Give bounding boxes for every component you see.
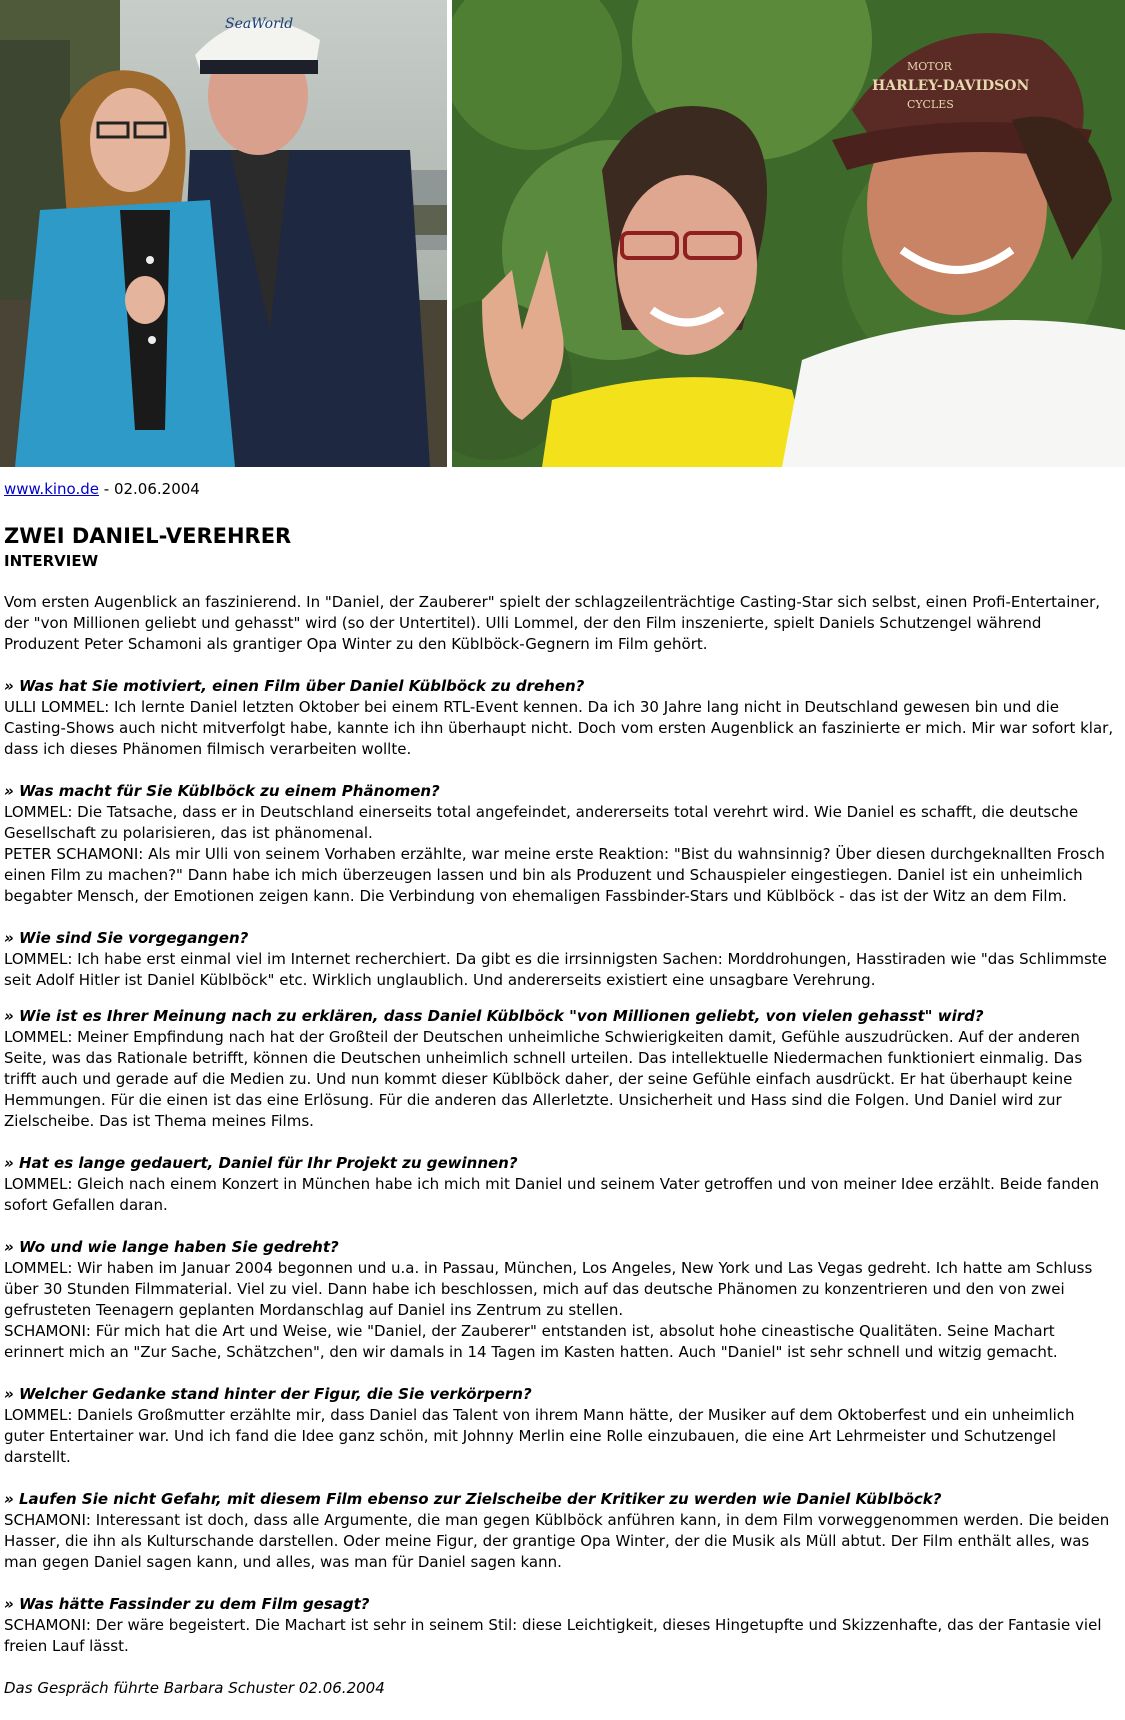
answer: LOMMEL: Meiner Empfindung nach hat der Großteil der Deutschen unheimliche Schwierigkeiten damit, Gefühle auszudrücken. Auf der anderen Seite, was das Rationale betrifft, können die Deutschen unheimlich schnell urteilen. Das intellektuelle Niedermachen funktioniert einmalig. Das trifft auch und gerade auf die Medien zu. Und nun kommt dieser Küblböck daher, der seine Gefühle einfach ausdrückt. Er hat überhaupt keine Hemmungen. Für die einen ist das eine Erlösung. Für die anderen das Allerletzte. Unsicherheit und Hass sind die Folgen. Und Daniel wird zur Zielscheibe. Das ist Thema meines Films. bbox=[4, 1028, 1083, 1130]
qa-block bbox=[4, 1489, 1116, 1573]
answer: LOMMEL: Gleich nach einem Konzert in München habe ich mich mit Daniel und seinem Vater getroffen und von meiner Idee erzählt. Beide fanden sofort Gefallen daran. bbox=[4, 1175, 1100, 1214]
qa-block bbox=[4, 781, 1116, 907]
question: » Was macht für Sie Küblböck zu einem Phänomen? bbox=[4, 782, 440, 800]
qa-block bbox=[4, 1153, 1116, 1216]
page-title: ZWEI DANIEL-VEREHRER bbox=[4, 524, 292, 548]
answer: SCHAMONI: Für mich hat die Art und Weise, wie "Daniel, der Zauberer" entstanden ist, absolut hohe cineastische Qualitäten. Seine Machart erinnert mich an "Zur Sache, Schätzchen", den wir damals in 14 Tagen im Kasten hatten. Auch "Daniel" ist sehr schnell und witzig gemacht. bbox=[4, 1322, 1058, 1361]
answer: LOMMEL: Die Tatsache, dass er in Deutschland einerseits total angefeindet, andererseits total verehrt wird. Wie Daniel es schafft, die deutsche Gesellschaft zu polarisieren, das ist phänomenal. bbox=[4, 803, 1079, 842]
answer: LOMMEL: Ich habe erst einmal viel im Internet recherchiert. Da gibt es die irrsinnigsten Sachen: Morddrohungen, Hasstiraden wie "das Schlimmste seit Adolf Hitler ist Daniel Küblböck" etc. Wirklich unglaublich. Und andererseits existiert eine unsagbare Verehrung. bbox=[4, 950, 1107, 989]
question: » Wo und wie lange haben Sie gedreht? bbox=[4, 1238, 339, 1256]
answer: SCHAMONI: Interessant ist doch, dass alle Argumente, die man gegen Küblböck anführen kann, in dem Film vorweggenommen werden. Die beiden Hasser, die ihn als Kulturschande darstellen. Oder meine Figur, der grantige Opa Winter, der die Musik als Müll abtut. Der Film enthält alles, was man gegen Daniel sagen kann, und alles, was man für Daniel sagen kann. bbox=[4, 1511, 1110, 1571]
answer: ULLI LOMMEL: Ich lernte Daniel letzten Oktober bei einem RTL-Event kennen. Da ich 30 Jahre lang nicht in Deutschland gewesen bin und die Casting-Shows auch nicht mitverfolgt habe, kannte ich ihn überhaupt nicht. Doch vom ersten Augenblick an faszinierte er mich. Mir war sofort klar, dass ich dieses Phänomen filmisch verarbeiten wollte. bbox=[4, 698, 1114, 758]
photo-daniel-and-lommel bbox=[452, 0, 1125, 467]
source-line bbox=[4, 479, 1118, 500]
qa-block bbox=[4, 1594, 1116, 1657]
intro-paragraph: Vom ersten Augenblick an faszinierend. In "Daniel, der Zauberer" spielt der schlagzeilenträchtige Casting-Star sich selbst, einen Profi-Entertainer, der "von Millionen geliebt und gehasst" wird (so der Untertitel). Ulli Lommel, der den Film inszenierte, spielt Daniels Schutzengel während Produzent Peter Schamoni als grantiger Opa Winter zu den Küblböck-Gegnern im Film gehört. bbox=[4, 593, 1101, 653]
photo-banner bbox=[0, 0, 1125, 467]
answer: PETER SCHAMONI: Als mir Ulli von seinem Vorhaben erzählte, war meine erste Reaktion: "Bist du wahnsinnig? Über diesen durchgeknallten Frosch einen Film zu machen?" Dann habe ich mich überzeugen lassen und bin als Produzent und Schauspieler eingestiegen. Daniel ist ein unheimlich begabter Mensch, der Emotionen zeigen kann. Die Verbindung von ehemaligen Fassbinder-Stars und Küblböck - das ist der Witz an dem Film. bbox=[4, 845, 1105, 905]
qa-block bbox=[4, 1237, 1116, 1363]
article bbox=[4, 479, 1118, 1697]
answer: SCHAMONI: Der wäre begeistert. Die Machart ist sehr in seinem Stil: diese Leichtigkeit, dieses Hingetupfte und Skizzenhafte, das der Fantasie viel freien Lauf lässt. bbox=[4, 1616, 1102, 1655]
cap-text: SeaWorld bbox=[225, 16, 294, 32]
question: » Hat es lange gedauert, Daniel für Ihr Projekt zu gewinnen? bbox=[4, 1154, 518, 1172]
source-link[interactable]: www.kino.de bbox=[4, 480, 99, 498]
article-body bbox=[4, 592, 1116, 1720]
photo-left-image bbox=[0, 0, 447, 467]
qa-block bbox=[4, 1384, 1116, 1468]
question: » Wie sind Sie vorgegangen? bbox=[4, 929, 249, 947]
source-date: - 02.06.2004 bbox=[99, 480, 200, 498]
article-footer: Das Gespräch führte Barbara Schuster 02.06.2004 bbox=[4, 1679, 385, 1697]
question: » Was hat Sie motiviert, einen Film über Daniel Küblböck zu drehen? bbox=[4, 677, 585, 695]
photo-daniel-and-schamoni bbox=[0, 0, 447, 467]
question: » Wie ist es Ihrer Meinung nach zu erklären, dass Daniel Küblböck "von Millionen geliebt, von vielen gehasst" wird? bbox=[4, 1007, 984, 1025]
cap-text-top: MOTOR bbox=[907, 60, 952, 73]
qa-block bbox=[4, 928, 1116, 991]
page-subtitle: INTERVIEW bbox=[4, 552, 99, 570]
question: » Laufen Sie nicht Gefahr, mit diesem Film ebenso zur Zielscheibe der Kritiker zu werden wie Daniel Küblböck? bbox=[4, 1490, 942, 1508]
photo-right-image bbox=[452, 0, 1125, 467]
question: » Welcher Gedanke stand hinter der Figur, die Sie verkörpern? bbox=[4, 1385, 532, 1403]
qa-block bbox=[4, 1006, 1116, 1132]
answer: LOMMEL: Daniels Großmutter erzählte mir, dass Daniel das Talent von ihrem Mann hätte, der Musiker auf dem Oktoberfest und ein unheimlich guter Entertainer war. Und ich fand die Idee ganz schön, mit Johnny Merlin eine Rolle einzubauen, die eine Art Lehrmeister und Schutzengel darstellt. bbox=[4, 1406, 1075, 1466]
qa-block bbox=[4, 676, 1116, 760]
cap-text-bottom: CYCLES bbox=[907, 98, 954, 111]
question: » Was hätte Fassinder zu dem Film gesagt? bbox=[4, 1595, 370, 1613]
answer: LOMMEL: Wir haben im Januar 2004 begonnen und u.a. in Passau, München, Los Angeles, New York und Las Vegas gedreht. Ich hatte am Schluss über 30 Stunden Filmmaterial. Viel zu viel. Dann habe ich beschlossen, mich auf das deutsche Phänomen zu konzentrieren und den von zwei gefrusteten Teenagern geplanten Mordanschlag auf Daniel ins Zentrum zu stellen. bbox=[4, 1259, 1093, 1319]
cap-text-mid: HARLEY-DAVIDSON bbox=[872, 78, 1030, 94]
